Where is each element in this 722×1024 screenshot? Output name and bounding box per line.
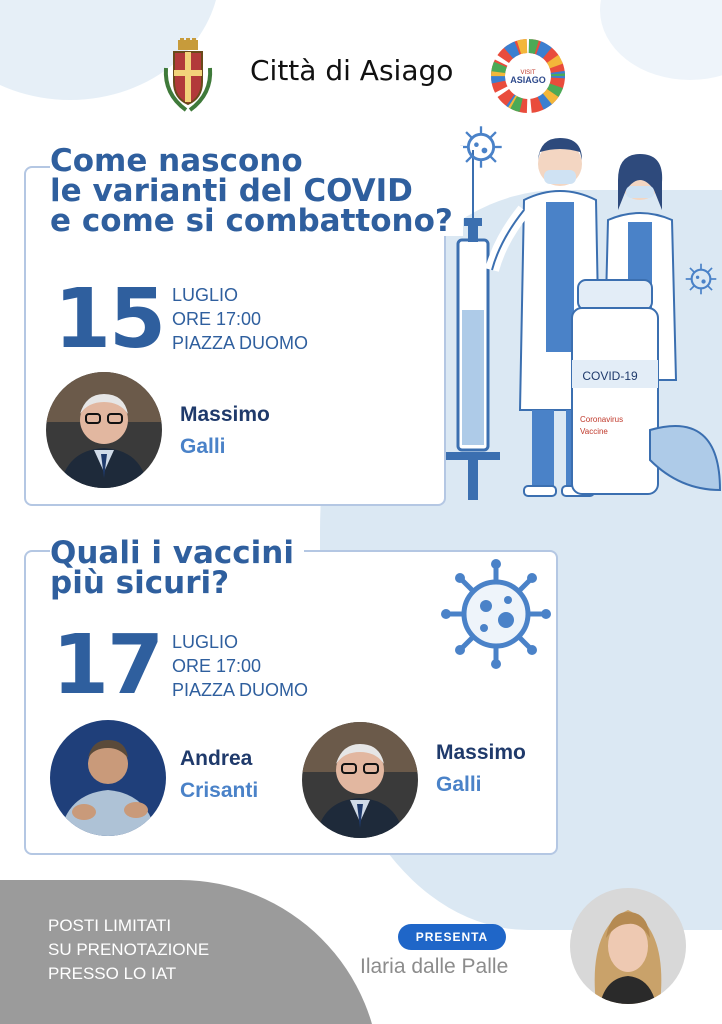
event1-speaker-1 xyxy=(180,399,270,463)
virus-icon xyxy=(458,124,504,170)
host-name: Ilaria dalle Palle xyxy=(360,955,509,978)
event1-day: 15 xyxy=(54,272,165,367)
visit-asiago-logo-icon xyxy=(490,38,566,114)
presenta-badge: PRESENTA xyxy=(398,924,506,950)
logo-asiago-text: ASIAGO xyxy=(510,75,546,85)
event2-time: ORE 17:00 xyxy=(172,656,262,676)
avatar-host xyxy=(570,888,686,1004)
coat-of-arms-icon xyxy=(160,38,216,114)
speaker-first-name: Massimo xyxy=(436,741,526,764)
avatar-massimo-galli xyxy=(302,722,418,838)
event1-details xyxy=(172,283,308,355)
header xyxy=(0,32,722,122)
event1-place: PIAZZA DUOMO xyxy=(172,333,309,353)
event1-time: ORE 17:00 xyxy=(172,309,262,329)
speaker-last-name: Galli xyxy=(436,773,482,796)
event1-title-line-1: Come nascono xyxy=(50,143,303,179)
event1-title-line-3: e come si combattono? xyxy=(50,203,453,239)
event2-month: LUGLIO xyxy=(172,632,239,652)
avatar-andrea-crisanti xyxy=(50,720,166,836)
event2-title-line-2: più sicuri? xyxy=(50,565,230,601)
event2-details xyxy=(172,630,308,702)
event2-speaker-1 xyxy=(180,743,258,807)
vial-label: COVID-19 xyxy=(582,369,638,383)
event1-title xyxy=(50,143,463,239)
booking-notice xyxy=(48,914,209,986)
event1-title-line-2: le varianti del COVID xyxy=(50,173,413,209)
event2-place: PIAZZA DUOMO xyxy=(172,680,309,700)
speaker-last-name: Galli xyxy=(180,435,226,458)
avatar-massimo-galli xyxy=(46,372,162,488)
notice-line-2: SU PRENOTAZIONE xyxy=(48,940,210,959)
speaker-first-name: Massimo xyxy=(180,403,270,426)
event2-title-line-1: Quali i vaccini xyxy=(50,535,295,571)
vial-sub-line-2: Vaccine xyxy=(580,427,608,436)
speaker-last-name: Crisanti xyxy=(180,779,259,802)
city-title: Città di Asiago xyxy=(250,54,454,87)
speaker-first-name: Andrea xyxy=(180,747,253,770)
logo-visit-text: VISIT xyxy=(520,70,536,76)
notice-line-3: PRESSO LO IAT xyxy=(48,964,177,983)
vial-sub-line-1: Coronavirus xyxy=(580,415,624,424)
event2-day: 17 xyxy=(52,618,163,713)
virus-icon xyxy=(440,558,552,670)
event2-speaker-2 xyxy=(436,737,526,801)
event1-month: LUGLIO xyxy=(172,285,239,305)
notice-line-1: POSTI LIMITATI xyxy=(48,916,172,935)
virus-icon xyxy=(684,262,718,296)
doctors-vaccine-illustration xyxy=(440,130,722,530)
event2-title xyxy=(50,535,304,601)
